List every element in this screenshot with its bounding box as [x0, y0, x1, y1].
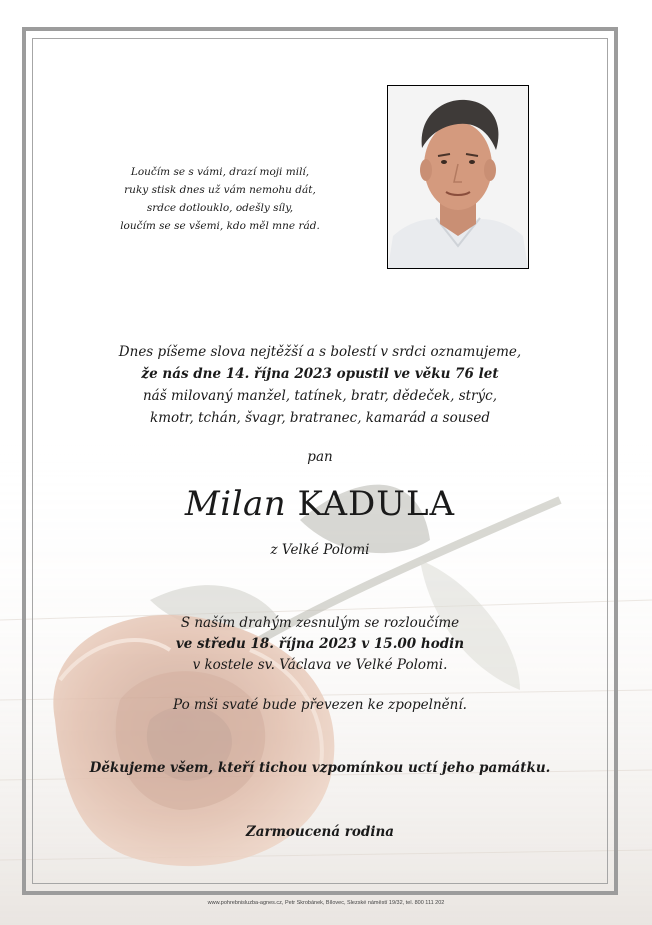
- funeral-service-info: [140, 613, 500, 676]
- deceased-surname: KADULA: [297, 484, 456, 524]
- poem-line: ruky stisk dnes už vám nemohu dát,: [124, 184, 316, 196]
- thanks-message: Děkujeme všem, kteří tichou vzpomínkou uctí jeho památku.: [89, 760, 551, 776]
- announcement-line: náš milovaný manžel, tatínek, bratr, dědeček, strýc,: [142, 388, 497, 404]
- announcement-date-line: že nás dne 14. října 2023 opustil ve věku 76 let: [141, 366, 499, 382]
- deceased-origin: z Velké Polomi: [270, 542, 370, 558]
- funeral-service-footer: www.pohrebnisluzba-agnes.cz, Petr Skrobánek, Bílovec, Slezské náměstí 19/32, tel. 800 111 202: [207, 900, 445, 906]
- family-signature: Zarmoucená rodina: [245, 824, 395, 840]
- death-announcement: [100, 341, 540, 429]
- deceased-name: [120, 484, 520, 524]
- poem-line: Loučím se s vámi, drazí moji milí,: [130, 166, 310, 178]
- announcement-line: kmotr, tchán, švagr, bratranec, kamarád a soused: [150, 410, 490, 426]
- service-date-line: ve středu 18. října 2023 v 15.00 hodin: [175, 636, 465, 652]
- salutation: pan: [307, 449, 333, 465]
- poem-line: srdce dotlouklo, odešly síly,: [146, 202, 294, 214]
- cremation-note: Po mši svaté bude převezen ke zpopelnění.: [173, 697, 467, 713]
- deceased-first-name: Milan: [184, 484, 287, 524]
- announcement-line: Dnes píšeme slova nejtěžší a s bolestí v srdci oznamujeme,: [118, 344, 522, 360]
- portrait-person-icon: [388, 86, 528, 268]
- portrait-photo: [387, 85, 529, 269]
- farewell-poem: [100, 163, 340, 235]
- poem-line: loučím se se všemi, kdo měl mne rád.: [120, 220, 320, 232]
- service-line: S naším drahým zesnulým se rozloučíme: [180, 615, 460, 631]
- service-location-line: v kostele sv. Václava ve Velké Polomi.: [192, 657, 448, 673]
